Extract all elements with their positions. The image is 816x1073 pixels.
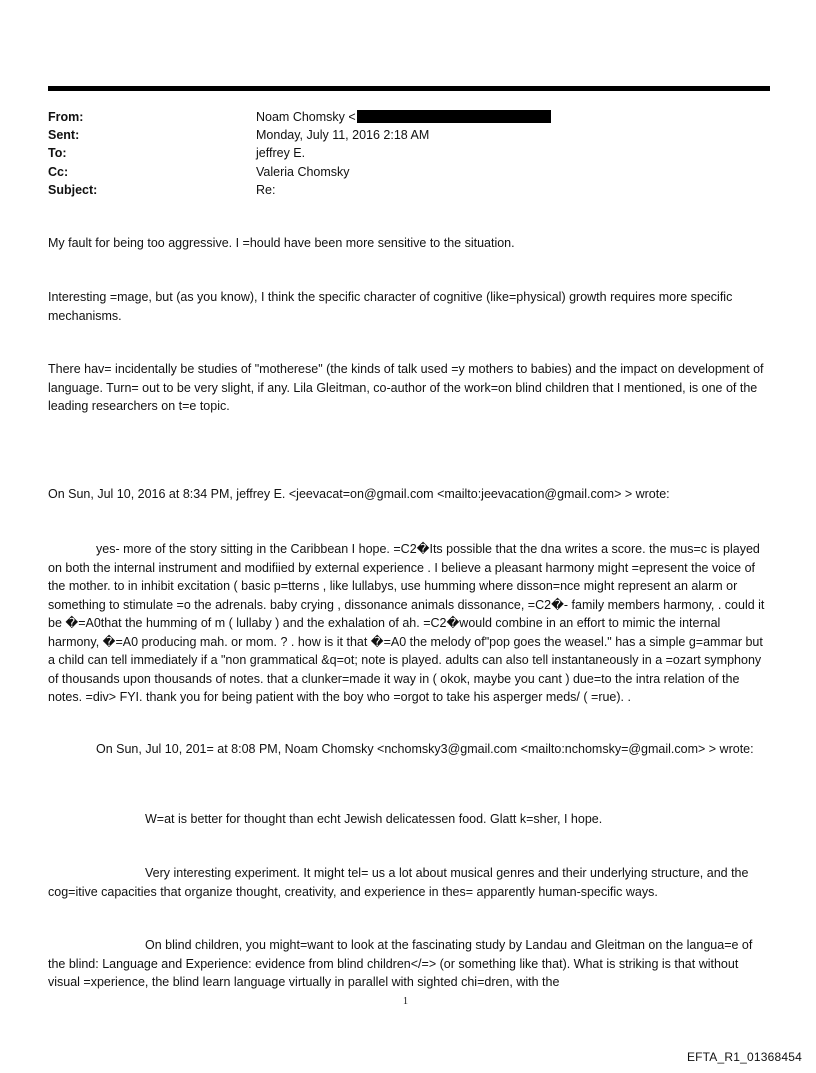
document-id: EFTA_R1_01368454 (686, 1050, 802, 1064)
body-paragraph-1: My fault for being too aggressive. I =hould have been more sensitive to the situation. (48, 236, 515, 250)
email-header (48, 108, 551, 199)
subject-label: Subject: (48, 182, 98, 197)
quoted-paragraph-2: W=at is better for thought than echt Jewish delicatessen food. Glatt k=sher, I hope. (145, 812, 603, 826)
from-name: Noam Chomsky < (256, 110, 356, 124)
subject-row (48, 181, 551, 199)
cc-row (48, 163, 551, 181)
body-paragraph-3: There hav= incidentally be studies of "motherese" (the kinds of talk used =y mothers to babies) and the impact on development of language. Turn= out to be very slight, if any. Lila Gleitman, co-author of the work=on blind children that I mentioned, is one of the leading researchers on t=e topic. (48, 362, 764, 413)
sent-value: Monday, July 11, 2016 2:18 AM (256, 128, 430, 143)
to-value: jeffrey E. (256, 146, 306, 161)
redaction-bar (357, 110, 551, 123)
quote-attribution-1: On Sun, Jul 10, 2016 at 8:34 PM, jeffrey E. <jeevacat=on@gmail.com <mailto:jeevacation@gmail.com> > wrote: (48, 487, 670, 501)
cc-value: Valeria Chomsky (256, 164, 350, 179)
sent-label: Sent: (48, 128, 80, 143)
subject-value: Re: (256, 182, 276, 197)
quoted-paragraph-4: On blind children, you might=want to look at the fascinating study by Landau and Gleitman on the langua=e of the blind: Language and Experience: evidence from blind children</=> (or something like that). What is striking is that without visual =xperience, the blind learn language virtually in parallel with sighted chi=dren, with the (48, 938, 753, 989)
sent-row (48, 126, 551, 144)
from-row (48, 108, 551, 126)
cc-label: Cc: (48, 164, 69, 179)
page-number: 1 (403, 996, 408, 1007)
body-paragraph-2: Interesting =mage, but (as you know), I think the specific character of cognitive (like=physical) growth requires more specific mechanisms. (48, 290, 733, 323)
quoted-paragraph-1: yes- more of the story sitting in the Caribbean I hope. =C2�Its possible that the dna writes a score. the mus=c is played on both the internal instrument and modifiied by external experience . I believe a pleasant harmony might =epresent the voice of the mother. to in inhibit excitation ( basic p=tterns , like lullabys, use humming where disson=nce might represent an alarm or something to stimulate =o the adrenals. baby crying , dissonance animals dissonance, =C2�- family members harmony, . could it be �=A0that the humming of m ( lullaby ) and the exhalation of ah. =C2�would combine in an effort to mimic the internal harmony, �=A0 producing mah. or mom. ? . how is it that �=A0 the melody of"pop goes the weasel." has a simple g=ammar but a child can tell immediately if a "non grammatical &q=ot; note is played. adults can also tell instantaneously in a =ozart symphony of thousands upon thousands of notes. that a clunker=made it way in ( okok, maybe you cant ) due=to the intra relation of the notes. =div> FYI. thank you for being patient with the boy who =orgot to take his asperger meds/ ( =rue). . (48, 542, 765, 704)
to-label: To: (48, 146, 67, 161)
quote-attribution-2: On Sun, Jul 10, 201= at 8:08 PM, Noam Chomsky <nchomsky3@gmail.com <mailto:nchomsky=@gmail.com> > wrote: (96, 742, 754, 756)
from-label: From: (48, 110, 84, 124)
from-value (256, 108, 551, 126)
quoted-paragraph-3: Very interesting experiment. It might tel= us a lot about musical genres and their underlying structure, and the cog=itive capacities that organize thought, creativity, and experience in thes= apparently human-specific ways. (48, 866, 749, 899)
to-row (48, 144, 551, 162)
header-rule (48, 86, 770, 91)
